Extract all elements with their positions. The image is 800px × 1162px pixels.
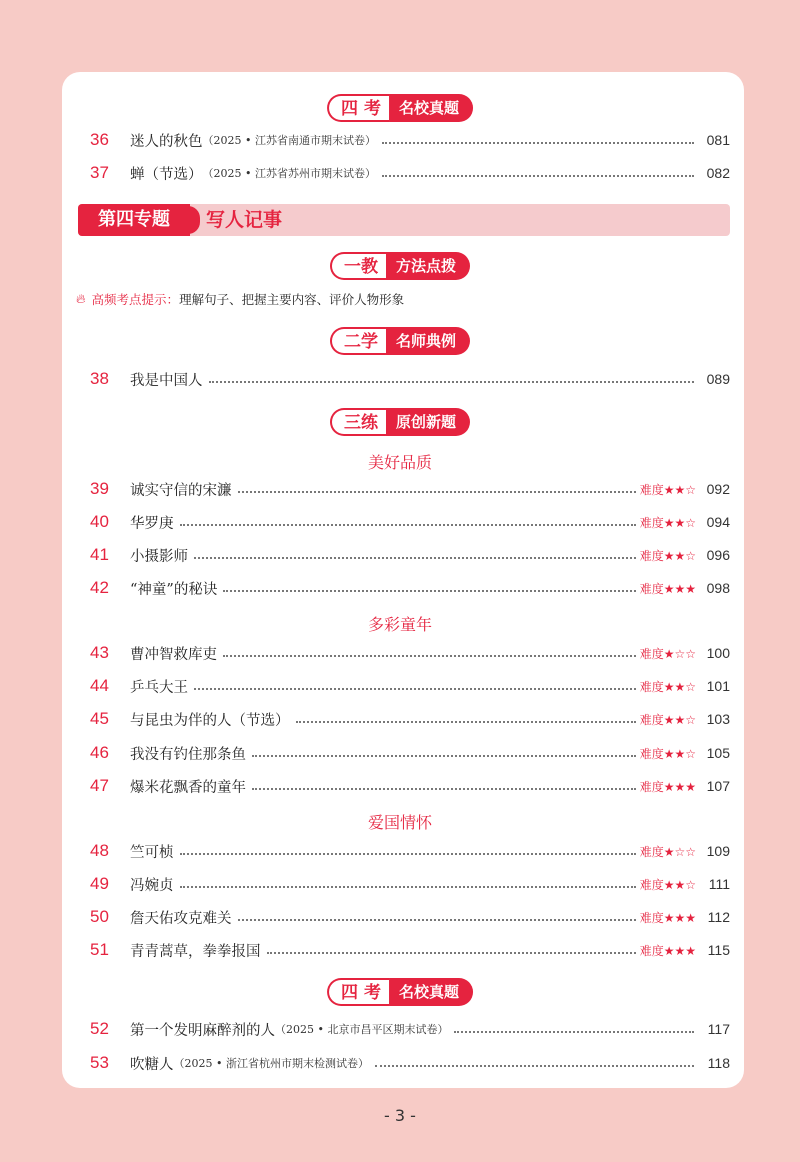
entry-page: 098 bbox=[706, 580, 730, 596]
entry-number: 53 bbox=[90, 1053, 109, 1072]
entry-page: 082 bbox=[706, 165, 730, 181]
leader-dots bbox=[454, 1031, 694, 1033]
leader-dots bbox=[382, 175, 694, 177]
leader-dots bbox=[238, 919, 636, 921]
toc-row[interactable] bbox=[90, 673, 730, 699]
leader-dots bbox=[180, 886, 636, 888]
entry-number: 50 bbox=[90, 907, 109, 926]
entry-number: 38 bbox=[90, 369, 109, 388]
toc-row[interactable] bbox=[90, 706, 730, 732]
leader-dots bbox=[382, 142, 694, 144]
difficulty-rating: 难度★★☆ bbox=[639, 877, 696, 892]
badge-left: 四 考 bbox=[327, 978, 389, 1006]
leader-dots bbox=[223, 590, 635, 592]
flame-icon: 🔥︎ bbox=[76, 291, 86, 307]
leader-dots bbox=[180, 853, 636, 855]
entry-page: 094 bbox=[706, 514, 730, 530]
entry-page: 096 bbox=[706, 547, 730, 563]
difficulty-rating: 难度★★☆ bbox=[639, 515, 696, 530]
entry-source: （2025 • 江苏省苏州市期末试卷） bbox=[202, 167, 376, 180]
entry-source: （2025 • 江苏省南通市期末试卷） bbox=[202, 134, 376, 147]
difficulty-rating: 难度★☆☆ bbox=[639, 844, 696, 859]
entry-title: 迷人的秋色 bbox=[130, 133, 203, 150]
toc-row[interactable] bbox=[90, 838, 730, 864]
page-number: - 3 - bbox=[384, 1106, 416, 1125]
leader-dots bbox=[180, 524, 636, 526]
toc-row[interactable] bbox=[90, 542, 730, 568]
entry-title: 曹冲智救库吏 bbox=[130, 646, 217, 663]
badge-left: 三练 bbox=[330, 408, 386, 436]
leader-dots bbox=[194, 557, 636, 559]
entry-title: 竺可桢 bbox=[130, 844, 174, 861]
entry-number: 37 bbox=[90, 163, 109, 182]
leader-dots bbox=[267, 952, 636, 954]
entry-title: 诚实守信的宋濂 bbox=[130, 482, 232, 499]
entry-page: 111 bbox=[708, 876, 730, 892]
toc-row[interactable] bbox=[90, 476, 730, 502]
difficulty-rating: 难度★★☆ bbox=[639, 482, 696, 497]
entry-title: “神童”的秘诀 bbox=[130, 581, 218, 598]
category-heading: 美好品质 bbox=[367, 453, 432, 472]
leader-dots bbox=[296, 721, 636, 723]
entry-page: 081 bbox=[706, 132, 730, 148]
entry-title: 乒乓大王 bbox=[130, 679, 188, 696]
entry-number: 44 bbox=[90, 676, 109, 695]
badge-right: 名校真题 bbox=[389, 978, 473, 1006]
toc-row[interactable] bbox=[90, 366, 730, 392]
toc-row[interactable] bbox=[90, 740, 730, 766]
entry-page: 107 bbox=[706, 778, 730, 794]
leader-dots bbox=[252, 788, 636, 790]
exam-hint bbox=[76, 290, 404, 308]
section-title: 写人记事 bbox=[206, 209, 283, 231]
toc-row[interactable] bbox=[90, 575, 730, 601]
hint-label: 高频考点提示： bbox=[91, 292, 180, 307]
toc-row[interactable] bbox=[90, 773, 730, 799]
hint-text: 理解句子、把握主要内容、评价人物形象 bbox=[179, 292, 405, 307]
entry-page: 103 bbox=[706, 711, 730, 727]
toc-row[interactable] bbox=[90, 1016, 730, 1042]
category-heading: 爱国情怀 bbox=[367, 813, 432, 832]
difficulty-rating: 难度★★☆ bbox=[639, 548, 696, 563]
badge-left: 四 考 bbox=[327, 94, 389, 122]
difficulty-rating: 难度★★★ bbox=[639, 943, 696, 958]
badge-er-xue bbox=[330, 327, 470, 355]
badge-san-lian bbox=[330, 408, 470, 436]
entry-page: 115 bbox=[707, 942, 730, 958]
badge-si-kao-bottom bbox=[327, 978, 473, 1006]
badge-right: 原创新题 bbox=[386, 408, 470, 436]
toc-row[interactable] bbox=[90, 937, 730, 963]
entry-number: 41 bbox=[90, 545, 109, 564]
badge-left: 二学 bbox=[330, 327, 386, 355]
difficulty-rating: 难度★★★ bbox=[639, 910, 696, 925]
badge-right: 名师典例 bbox=[386, 327, 470, 355]
entry-number: 39 bbox=[90, 479, 109, 498]
entry-page: 117 bbox=[707, 1021, 730, 1037]
toc-row[interactable] bbox=[90, 509, 730, 535]
entry-number: 40 bbox=[90, 512, 109, 531]
entry-page: 112 bbox=[707, 909, 730, 925]
difficulty-rating: 难度★☆☆ bbox=[639, 646, 696, 661]
entry-page: 100 bbox=[706, 645, 730, 661]
leader-dots bbox=[252, 755, 636, 757]
leader-dots bbox=[238, 491, 636, 493]
leader-dots bbox=[209, 381, 695, 383]
toc-row[interactable] bbox=[90, 127, 730, 153]
entry-page: 101 bbox=[706, 678, 730, 694]
toc-row[interactable] bbox=[90, 640, 730, 666]
entry-number: 43 bbox=[90, 643, 109, 662]
toc-row[interactable] bbox=[90, 904, 730, 930]
badge-right: 方法点拨 bbox=[386, 252, 470, 280]
entry-title: 冯婉贞 bbox=[130, 877, 174, 894]
entry-title: 爆米花飘香的童年 bbox=[130, 779, 246, 796]
entry-title: 蝉（节选） bbox=[130, 166, 203, 183]
entry-title: 第一个发明麻醉剂的人 bbox=[130, 1022, 275, 1039]
entry-number: 42 bbox=[90, 578, 109, 597]
entry-title: 詹天佑攻克难关 bbox=[130, 910, 232, 927]
entry-page: 089 bbox=[706, 371, 730, 387]
entry-page: 109 bbox=[706, 843, 730, 859]
entry-page: 105 bbox=[706, 745, 730, 761]
leader-dots bbox=[194, 688, 636, 690]
toc-row[interactable] bbox=[90, 1050, 730, 1076]
entry-number: 47 bbox=[90, 776, 109, 795]
difficulty-rating: 难度★★☆ bbox=[639, 712, 696, 727]
entry-number: 48 bbox=[90, 841, 109, 860]
badge-yi-jiao bbox=[330, 252, 470, 280]
badge-left: 一教 bbox=[330, 252, 386, 280]
entry-number: 51 bbox=[90, 940, 109, 959]
badge-si-kao-top bbox=[327, 94, 473, 122]
entry-source: （2025 • 北京市昌平区期末试卷） bbox=[275, 1023, 449, 1036]
difficulty-rating: 难度★★★ bbox=[639, 779, 696, 794]
toc-row[interactable] bbox=[90, 160, 730, 186]
entry-number: 45 bbox=[90, 709, 109, 728]
entry-title: 吹糖人 bbox=[130, 1056, 174, 1073]
entry-number: 49 bbox=[90, 874, 109, 893]
entry-title: 青青蒿草，拳拳报国 bbox=[130, 943, 261, 960]
difficulty-rating: 难度★★☆ bbox=[639, 679, 696, 694]
category-heading: 多彩童年 bbox=[367, 615, 432, 634]
entry-number: 52 bbox=[90, 1019, 109, 1038]
difficulty-rating: 难度★★☆ bbox=[639, 746, 696, 761]
entry-number: 46 bbox=[90, 743, 109, 762]
entry-number: 36 bbox=[90, 130, 109, 149]
entry-page: 118 bbox=[707, 1055, 730, 1071]
entry-title: 小摄影师 bbox=[130, 548, 188, 565]
badge-right: 名校真题 bbox=[389, 94, 473, 122]
entry-title: 与昆虫为伴的人（节选） bbox=[130, 712, 290, 729]
difficulty-rating: 难度★★★ bbox=[639, 581, 696, 596]
entry-title: 我是中国人 bbox=[130, 372, 203, 389]
toc-row[interactable] bbox=[90, 871, 730, 897]
entry-page: 092 bbox=[706, 481, 730, 497]
entry-source: （2025 • 浙江省杭州市期末检测试卷） bbox=[173, 1057, 369, 1070]
leader-dots bbox=[375, 1065, 694, 1067]
entry-title: 华罗庚 bbox=[130, 515, 174, 532]
section-tag: 第四专题 bbox=[78, 204, 190, 236]
leader-dots bbox=[223, 655, 636, 657]
entry-title: 我没有钓住那条鱼 bbox=[130, 746, 246, 763]
